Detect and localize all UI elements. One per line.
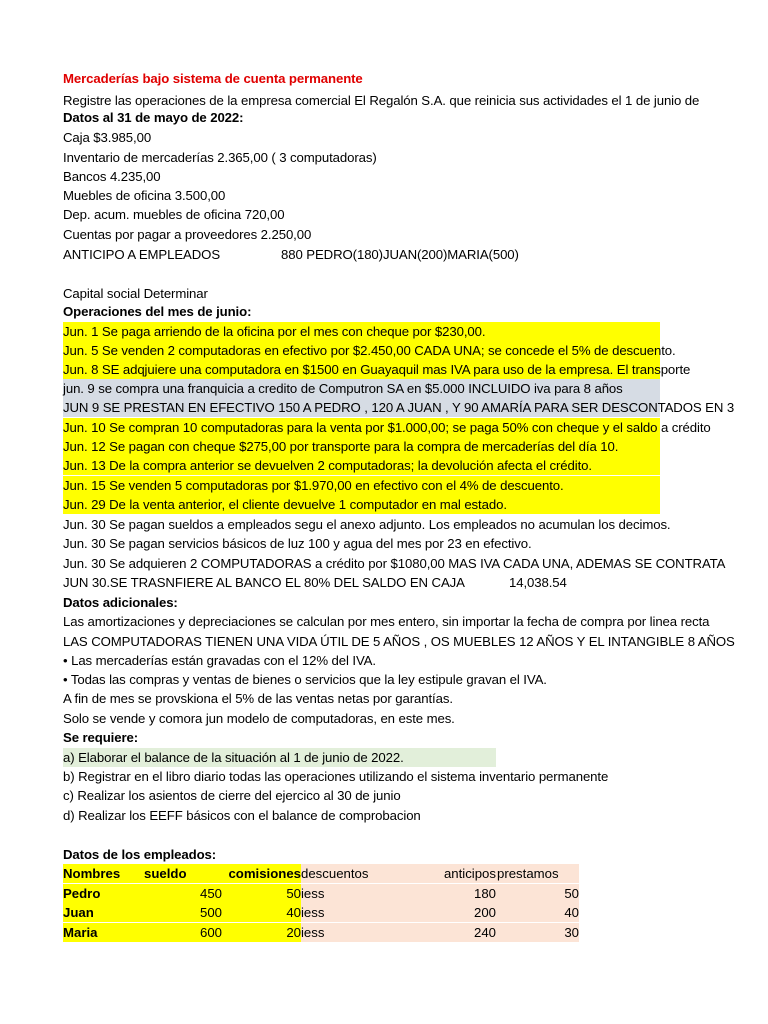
- requiere-item: d) Realizar los EEFF básicos con el balance de comprobacion: [63, 808, 421, 823]
- empleados-heading: Datos de los empleados:: [63, 847, 217, 862]
- requiere-item: a) Elaborar el balance de la situación al 1 de junio de 2022.: [63, 748, 496, 767]
- requiere-item: b) Registrar en el libro diario todas las operaciones utilizando el sistema inventario permanente: [63, 769, 609, 784]
- table-header-cell: anticipos: [411, 864, 496, 883]
- table-cell: 50: [222, 884, 301, 903]
- table-cell: 20: [222, 923, 301, 942]
- operation-row: Jun. 1 Se paga arriendo de la oficina por el mes con cheque por $230,00.: [63, 322, 660, 341]
- table-cell-name: Pedro: [63, 884, 144, 903]
- operation-row: Jun. 29 De la venta anterior, el cliente devuelve 1 computador en mal estado.: [63, 495, 660, 514]
- datos-item: Muebles de oficina 3.500,00: [63, 188, 226, 203]
- table-header-cell: comisiones: [222, 864, 301, 883]
- datos-item: Dep. acum. muebles de oficina 720,00: [63, 207, 285, 222]
- table-header-cell-text: prestamos: [497, 866, 559, 881]
- operation-row: Jun. 30 Se adquieren 2 COMPUTADORAS a crédito por $1080,00 MAS IVA CADA UNA, ADEMAS SE CONTRATA: [63, 556, 726, 571]
- adicional-item: Solo se vende y comora jun modelo de computadoras, en este mes.: [63, 711, 455, 726]
- operation-row: Jun. 10 Se compran 10 computadoras para la venta por $1.000,00; se paga 50% con cheque y el saldo a crédito: [63, 420, 711, 435]
- adicional-item: • Las mercaderías están gravadas con el 12% del IVA.: [63, 653, 376, 668]
- table-cell: 30: [496, 923, 579, 942]
- ops-heading: Operaciones del mes de junio:: [63, 304, 252, 319]
- table-header-cell: [496, 864, 579, 883]
- datos-item: Cuentas por pagar a proveedores 2.250,00: [63, 227, 312, 242]
- adicionales-heading: Datos adicionales:: [63, 595, 178, 610]
- operation-row: JUN 9 SE PRESTAN EN EFECTIVO 150 A PEDRO , 120 A JUAN , Y 90 AMARÍA PARA SER DESCONTADOS EN 3: [63, 400, 735, 415]
- table-cell: 200: [411, 903, 496, 922]
- table-header-cell: descuentos: [301, 864, 411, 883]
- table-header-cell: Nombres: [63, 864, 144, 883]
- anticipo-detail: 880 PEDRO(180)JUAN(200)MARIA(500): [281, 247, 519, 262]
- operation-row: Jun. 15 Se venden 5 computadoras por $1.970,00 en efectivo con el 4% de descuento.: [63, 476, 660, 495]
- document-title: Mercaderías bajo sistema de cuenta permanente: [63, 71, 363, 86]
- capital-text: Capital social Determinar: [63, 286, 208, 301]
- operation-row: Jun. 30 Se pagan sueldos a empleados segu el anexo adjunto. Los empleados no acumulan los decimos.: [63, 517, 671, 532]
- requiere-heading: Se requiere:: [63, 730, 139, 745]
- table-cell: 240: [411, 923, 496, 942]
- table-cell: iess: [301, 923, 411, 942]
- table-cell-name: Maria: [63, 923, 144, 942]
- operation-row: Jun. 5 Se venden 2 computadoras en efectivo por $2.450,00 CADA UNA; se concede el 5% de descuento.: [63, 343, 676, 358]
- operation-row: jun. 9 se compra una franquicia a credito de Computron SA en $5.000 INCLUIDO iva para 8 años: [63, 379, 660, 398]
- adicional-item: LAS COMPUTADORAS TIENEN UNA VIDA ÚTIL DE 5 AÑOS , OS MUEBLES 12 AÑOS Y EL INTANGIBLE 8 AÑOS: [63, 634, 735, 649]
- transfer-row: [63, 573, 660, 592]
- table-cell: 500: [144, 903, 222, 922]
- table-cell: iess: [301, 884, 411, 903]
- adicional-item: • Todas las compras y ventas de bienes o servicios que la ley estipule gravan el IVA.: [63, 672, 547, 687]
- transfer-amount: 14,038.54: [509, 575, 567, 590]
- operation-row: Jun. 8 SE adqjuiere una computadora en $1500 en Guayaquil mas IVA para uso de la empresa. El transporte: [63, 362, 691, 377]
- operation-row: Jun. 30 Se pagan servicios básicos de luz 100 y agua del mes por 23 en efectivo.: [63, 536, 532, 551]
- table-header-cell: sueldo: [144, 864, 222, 883]
- operation-row: Jun. 12 Se pagan con cheque $275,00 por transporte para la compra de mercaderías del día 10.: [63, 437, 660, 456]
- anticipo-label: ANTICIPO A EMPLEADOS: [63, 247, 221, 262]
- datos-heading: Datos al 31 de mayo de 2022:: [63, 110, 244, 125]
- datos-item: Inventario de mercaderías 2.365,00 ( 3 computadoras): [63, 150, 377, 165]
- intro-text: Registre las operaciones de la empresa comercial El Regalón S.A. que reinicia sus actividades el 1 de junio de: [63, 93, 700, 108]
- table-cell: 600: [144, 923, 222, 942]
- table-cell: 50: [496, 884, 579, 903]
- table-cell: 450: [144, 884, 222, 903]
- table-cell: 180: [411, 884, 496, 903]
- datos-item: Bancos 4.235,00: [63, 169, 161, 184]
- table-cell: 40: [496, 903, 579, 922]
- adicional-item: Las amortizaciones y depreciaciones se calculan por mes entero, sin importar la fecha de compra por linea recta: [63, 614, 710, 629]
- transfer-text: JUN 30.SE TRASNFIERE AL BANCO EL 80% DEL SALDO EN CAJA: [63, 575, 465, 590]
- adicional-item: A fin de mes se provskiona el 5% de las ventas netas por garantías.: [63, 691, 453, 706]
- requiere-item: c) Realizar los asientos de cierre del ejercico al 30 de junio: [63, 788, 401, 803]
- datos-item: Caja $3.985,00: [63, 130, 152, 145]
- table-cell-name: Juan: [63, 903, 144, 922]
- anticipo-row: [63, 245, 660, 264]
- table-cell: iess: [301, 903, 411, 922]
- operation-row: Jun. 13 De la compra anterior se devuelven 2 computadoras; la devolución afecta el crédito.: [63, 456, 660, 475]
- table-cell: 40: [222, 903, 301, 922]
